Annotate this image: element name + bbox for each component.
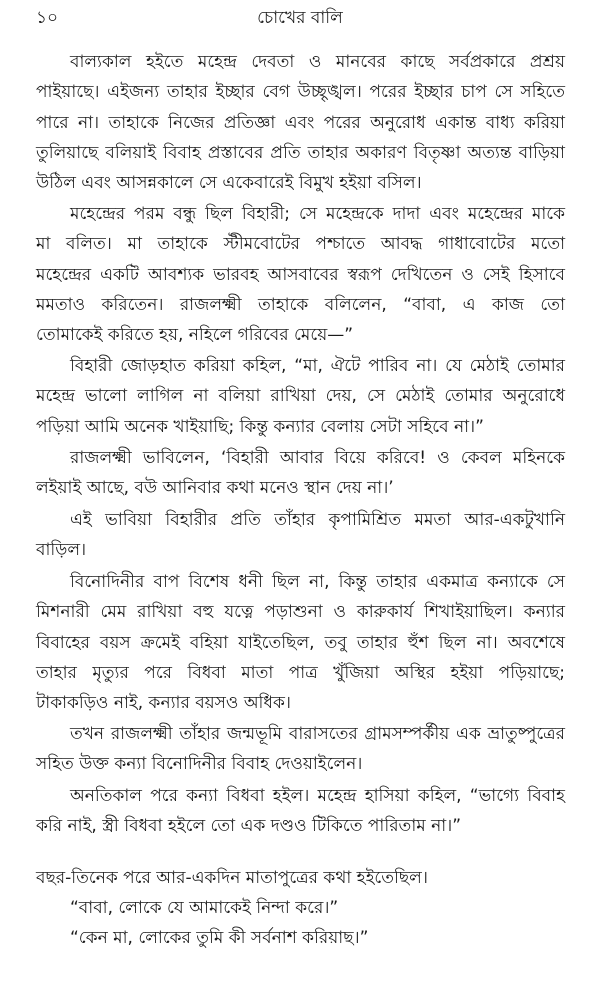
text-line: বিবাহের বয়স ক্রমেই বহিয়া যাইতেছিল, তবু তাহার হুঁশ ছিল না। অবশেষে [36,632,565,653]
text-line: পড়িয়া আমি অনেক খাইয়াছি; কিন্তু কন্যার বেলায় সেটা সহিবে না।” [36,416,484,437]
text-line: তোমাকেই করিতে হয়, নহিলে গরিবের মেয়ে—” [36,325,354,346]
page-number: ১০ [36,8,59,28]
text-line: তাহার মৃত্যুর পরে বিধবা মাতা পাত্র খুঁজিয়া অস্থির হইয়া পড়িয়াছে; [36,662,565,683]
text-line: বাড়িল। [36,540,87,561]
text-line: টাকাকড়িও নাই, কন্যার বয়সও অধিক। [36,693,291,714]
text-line: মিশনারী মেম রাখিয়া বহু যত্নে পড়াশুনা ও কারুকার্য শিখাইয়াছিল। কন্যার [36,602,565,623]
text-line: “বাবা, লোকে যে আমাকেই নিন্দা করে।” [70,898,339,918]
text-line: তখন রাজলক্ষ্মী তাঁহার জন্মভূমি বারাসতের গ্রামসম্পর্কীয় এক ভ্রাতুষ্পুত্রের [70,724,565,744]
text-line: “কেন মা, লোকের তুমি কী সর্বনাশ করিয়াছ।” [70,928,369,948]
text-line: অনতিকাল পরে কন্যা বিধবা হইল। মহেন্দ্র হাসিয়া কহিল, “ভাগ্যে বিবাহ [70,786,565,806]
text-line: মহেন্দ্র ভালো লাগিল না বলিয়া রাখিয়া দেয়, সে মেঠাই তোমার অনুরোধে [36,386,565,407]
text-line: তুলিয়াছে বলিয়াই বিবাহ প্রস্তাবের প্রতি তাহার অকারণ বিতৃষ্ণা অত্যন্ত বাড়িয়া [36,142,565,163]
text-line: সহিত উক্ত কন্যা বিনোদিনীর বিবাহ দেওয়াইলেন। [36,754,363,775]
text-line: পারে না। তাহাকে নিজের প্রতিজ্ঞা এবং পরের অনুরোধ একান্ত বাধ্য করিয়া [36,112,565,133]
text-line: এই ভাবিয়া বিহারীর প্রতি তাঁহার কৃপামিশ্রিত মমতা আর-একটুখানি [70,510,565,530]
text-line: বাল্যকাল হইতে মহেন্দ্র দেবতা ও মানবের কাছে সর্বপ্রকারে প্রশ্রয় [70,52,565,72]
text-line: মা বলিত। মা তাহাকে স্টীমবোটের পশ্চাতে আবদ্ধ গাধাবোটের মতো [36,234,565,255]
running-title: চোখের বালি [257,8,343,28]
text-line: মহেন্দ্রের একটি আবশ্যক ভারবহ আসবাবের স্বরূপ দেখিতেন ও সেই হিসাবে [36,264,565,285]
text-line: উঠিল এবং আসন্নকালে সে একেবারেই বিমুখ হইয়া বসিল। [36,173,422,194]
text-line: করি নাই, স্ত্রী বিধবা হইলে তো এক দণ্ডও টিকিতে পারিতাম না।” [36,816,462,837]
text-line: লইয়াই আছে, বউ আনিবার কথা মনেও স্থান দেয় না।’ [36,478,394,499]
text-line: বিনোদিনীর বাপ বিশেষ ধনী ছিল না, কিন্তু তাহার একমাত্র কন্যাকে সে [70,572,565,592]
text-line: পাইয়াছে। এইজন্য তাহার ইচ্ছার বেগ উচ্ছৃঙ্খল। পরের ইচ্ছার চাপ সে সহিতে [36,82,565,103]
text-line: মমতাও করিতেন। রাজলক্ষ্মী তাহাকে বলিলেন, “বাবা, এ কাজ তো [36,294,565,315]
text-line: মহেন্দ্রের পরম বন্ধু ছিল বিহারী; সে মহেন্দ্রকে দাদা এবং মহেন্দ্রের মাকে [70,204,565,224]
text-line: রাজলক্ষ্মী ভাবিলেন, ‘বিহারী আবার বিয়ে করিবে! ও কেবল মহিনকে [70,448,565,468]
text-line: বছর-তিনেক পরে আর-একদিন মাতাপুত্রের কথা হইতেছিল। [36,868,428,888]
text-line: বিহারী জোড়হাত করিয়া কহিল, “মা, ঐটে পারিব না। যে মেঠাই তোমার [70,356,565,376]
